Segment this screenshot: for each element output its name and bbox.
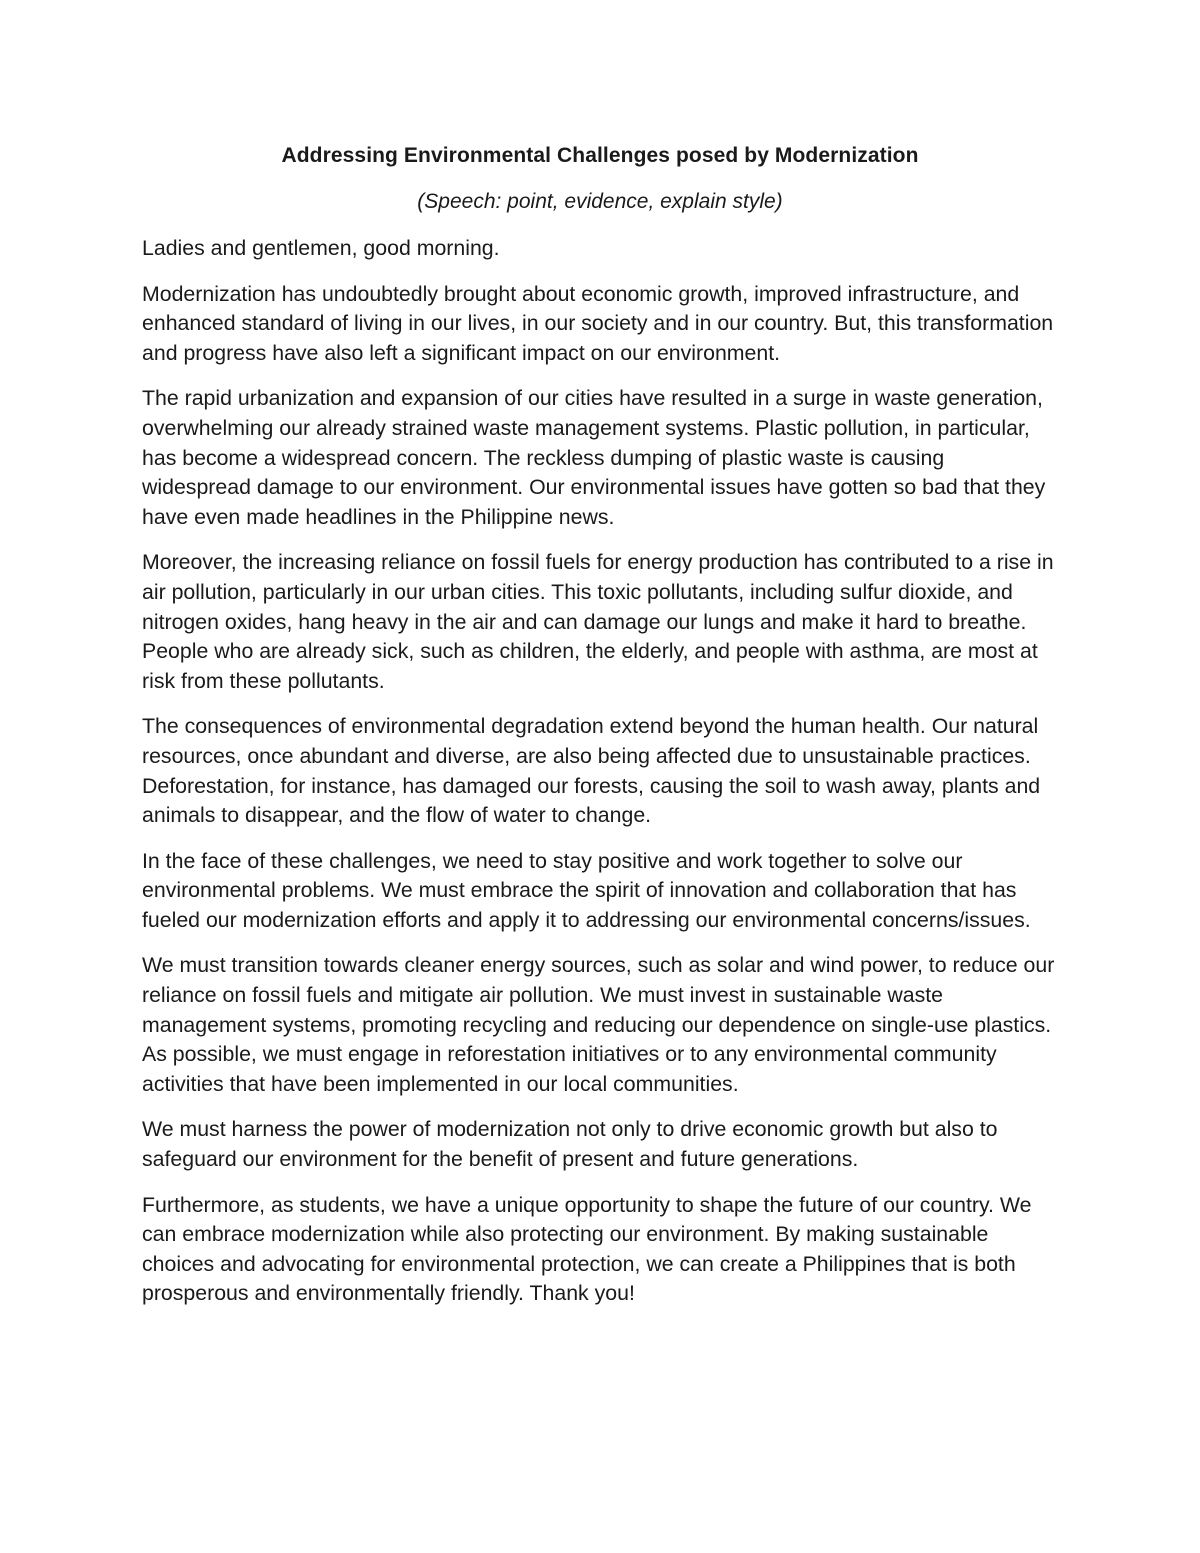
- paragraph-challenges: In the face of these challenges, we need to stay positive and work together to solve our environmental problems. We must embrace the spirit of innovation and collaboration that has fueled our modernization efforts and apply it to addressing our environmental concerns/issues.: [142, 848, 1031, 932]
- paragraph-greeting: Ladies and gentlemen, good morning.: [142, 236, 500, 260]
- paragraph-solutions: We must transition towards cleaner energy sources, such as solar and wind power, to reduce our reliance on fossil fuels and mitigate air pollution. We must invest in sustainable waste management systems, promoting recycling and reducing our dependence on single-use plastics. As possible, we must engage in reforestation initiatives or to any environmental community activities that have been implemented in our local communities.: [142, 953, 1055, 1096]
- paragraph-harness: We must harness the power of modernization not only to drive economic growth but also to safeguard our environment for the benefit of present and future generations.: [142, 1117, 998, 1172]
- paragraph-waste: The rapid urbanization and expansion of our cities have resulted in a surge in waste generation, overwhelming our already strained waste management systems. Plastic pollution, in particular, has become a widespread concern. The reckless dumping of plastic waste is causing widespread damage to our environment. Our environmental issues have gotten so bad that they have even made headlines in the Philippine news.: [142, 386, 1046, 529]
- paragraph-natural-resources: The consequences of environmental degradation extend beyond the human health. Our natural resources, once abundant and diverse, are also being affected due to unsustainable practices. Deforestation, for instance, has damaged our forests, causing the soil to wash away, plants and animals to disappear, and the flow of water to change.: [142, 714, 1041, 828]
- paragraph-air-pollution: Moreover, the increasing reliance on fossil fuels for energy production has contributed to a rise in air pollution, particularly in our urban cities. This toxic pollutants, including sulfur dioxide, and nitrogen oxides, hang heavy in the air and can damage our lungs and make it hard to breathe. People who are already sick, such as children, the elderly, and people with asthma, are most at risk from these pollutants.: [142, 550, 1054, 693]
- document-title: Addressing Environmental Challenges posed by Modernization: [281, 144, 919, 167]
- paragraph-introduction: Modernization has undoubtedly brought about economic growth, improved infrastructure, and enhanced standard of living in our lives, in our society and in our country. But, this transformation and progress have also left a significant impact on our environment.: [142, 281, 1054, 365]
- document-body: [142, 142, 1058, 1325]
- paragraph-conclusion: Furthermore, as students, we have a unique opportunity to shape the future of our country. We can embrace modernization while also protecting our environment. By making sustainable choices and advocating for environmental protection, we can create a Philippines that is both prosperous and environmentally friendly. Thank you!: [142, 1192, 1032, 1306]
- document-subtitle: (Speech: point, evidence, explain style): [417, 190, 783, 213]
